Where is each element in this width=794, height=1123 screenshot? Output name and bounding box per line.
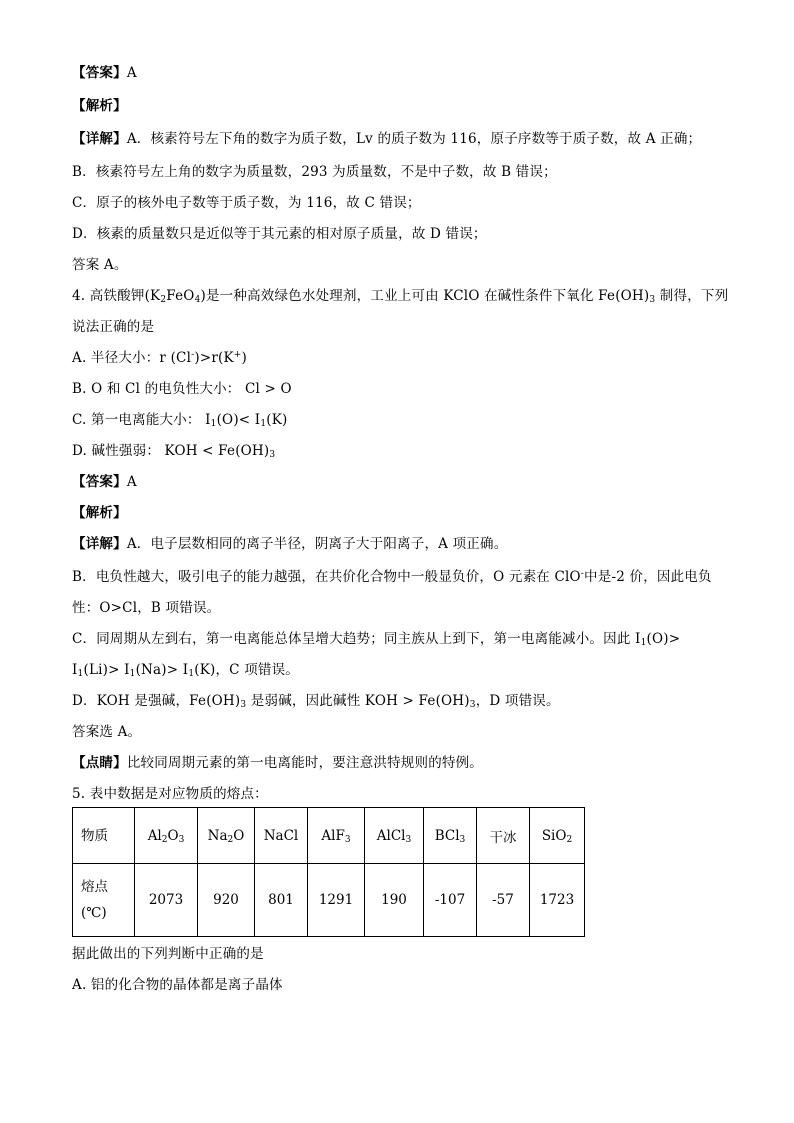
table-cell: 190 (365, 864, 424, 937)
answer-tag: 【答案】 (72, 65, 127, 81)
q5-followup: 据此做出的下列判断中正确的是 (72, 946, 264, 962)
q4-stem-line-2: 说法正确的是 (72, 319, 155, 335)
q4-detail-b-line-1: B．电负性越大，吸引电子的能力越强，在共价化合物中一般显负价，O 元素在 ClO-中是-2 价，因此电负 (72, 569, 712, 585)
q4-option-d: D. 碱性强弱： KOH < $Fe(OH)_3$ (72, 443, 276, 460)
q4-detail-c-line-2: $I_1(Li)> I_1(Na)> I_1(K)$，C 项错误。 (72, 662, 299, 679)
q4-detail-d: D．KOH 是强碱，$Fe(OH)_3$ 是弱碱，因此碱性 KOH > $Fe(OH)_3$，D 项错误。 (72, 693, 560, 710)
table-header-cell: SiO$_2$ (530, 808, 585, 864)
q4-option-c: C. 第一电离能大小： $I_1(O)< I_1(K)$ (72, 412, 288, 429)
q4-option-b: B. O 和 Cl 的电负性大小： Cl > O (72, 381, 292, 397)
table-cell: 801 (255, 864, 308, 937)
q4-stem-line-1: 4. 高铁酸钾$(K_2FeO_4)$是一种高效绿色水处理剂，工业上可由 KClO 在碱性条件下氧化 $Fe(OH)_3$ 制得，下列 (72, 288, 729, 305)
table-row (73, 864, 585, 937)
table-header-cell: BCl$_3$ (424, 808, 477, 864)
table-header-row (73, 808, 585, 864)
q4-detail-a: 【详解】A．电子层数相同的离子半径，阴离子大于阳离子，A 项正确。 (72, 536, 508, 552)
table-cell: -107 (424, 864, 477, 937)
q3-detail-a: 【详解】A．核素符号左下角的数字为质子数，Lv 的质子数为 116，原子序数等于质子数，故 A 正确； (72, 131, 702, 147)
detail-tag: 【详解】 (72, 131, 127, 147)
table-cell: 2073 (135, 864, 198, 937)
q4-analysis-tag: 【解析】 (72, 505, 127, 521)
q3-conclusion: 答案 A。 (72, 257, 128, 273)
q5-stem: 5. 表中数据是对应物质的熔点： (72, 786, 268, 802)
table-header-cell: $Na_2O$ (198, 808, 255, 864)
q3-detail-d: D．核素的质量数只是近似等于其元素的相对原子质量，故 D 错误； (72, 226, 487, 242)
q4-detail-b-line-2: 性：O>Cl，B 项错误。 (72, 600, 221, 616)
table-cell: 1723 (530, 864, 585, 937)
q3-answer-line (72, 64, 137, 82)
melting-point-table (72, 807, 585, 937)
answer-value: A (126, 474, 137, 490)
q3-detail-c: C．原子的核外电子数等于质子数，为 116，故 C 错误； (72, 195, 421, 211)
table-header-cell: AlF$_3$ (308, 808, 365, 864)
table-header-label: 物质 (73, 808, 135, 864)
table-cell: -57 (477, 864, 530, 937)
q4-conclusion: 答案选 A。 (72, 724, 142, 740)
q4-option-a: A. 半径大小：r (Cl-)>r(K+) (72, 350, 247, 366)
table-cell: 1291 (308, 864, 365, 937)
table-header-cell: $Al_2O_3$ (135, 808, 198, 864)
table-header-cell: AlCl$_3$ (365, 808, 424, 864)
q4-detail-c-line-1: C．同周期从左到右，第一电离能总体呈增大趋势；同主族从上到下，第一电离能减小。因此 $I_1(O)>$ (72, 631, 681, 648)
table-header-cell: 干冰 (477, 808, 530, 864)
answer-value: A (126, 65, 137, 81)
q3-analysis-tag: 【解析】 (72, 98, 127, 114)
table-header-cell: NaCl (255, 808, 308, 864)
q4-answer-line: 【答案】A (72, 474, 137, 490)
q4-tip: 【点睛】比较同周期元素的第一电离能时，要注意洪特规则的特例。 (72, 755, 484, 771)
q5-option-a: A. 铝的化合物的晶体都是离子晶体 (72, 977, 283, 993)
table-value-label: 熔点 (℃) (73, 864, 135, 937)
table-cell: 920 (198, 864, 255, 937)
q3-detail-b: B．核素符号左上角的数字为质量数，293 为质量数，不是中子数，故 B 错误； (72, 164, 557, 180)
